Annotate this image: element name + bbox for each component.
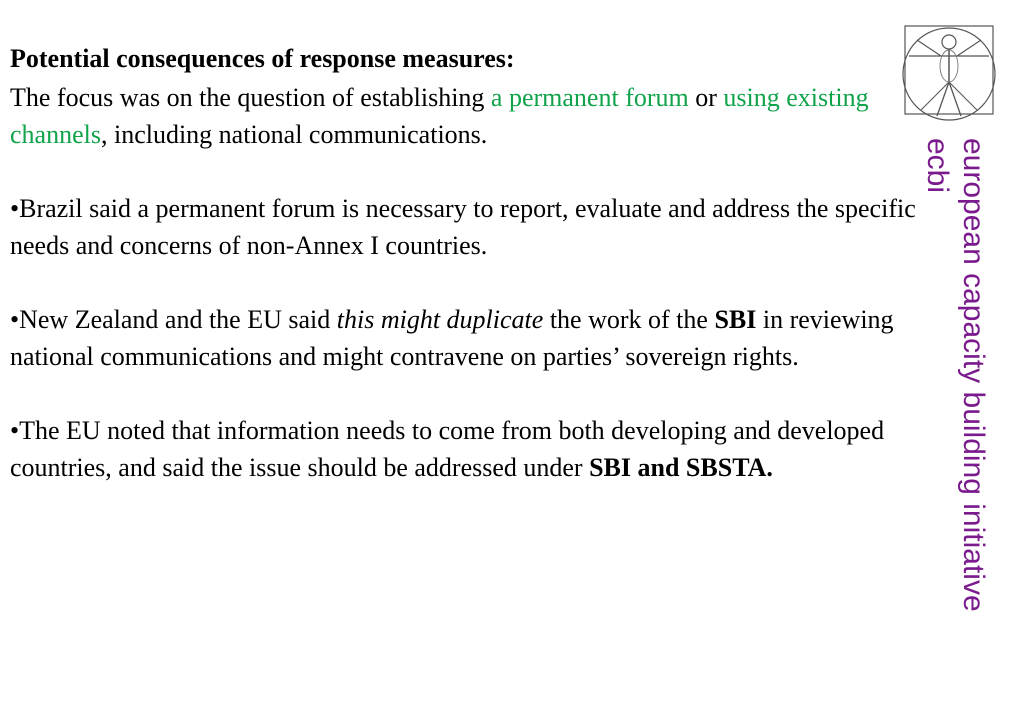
intro-text-1: The focus was on the question of establishing — [10, 83, 491, 112]
bullet2-bold-sbi: SBI — [714, 305, 757, 334]
bullet-eu-noted — [10, 412, 940, 486]
intro-text-3: , including national communications. — [100, 120, 488, 149]
slide-title: Potential consequences of response measures: — [10, 44, 515, 73]
spacer — [10, 375, 940, 412]
intro-highlight-existing-channels: using existing channels — [10, 83, 869, 149]
bullet-new-zealand-eu — [10, 301, 940, 375]
branding-line-2: ecbi — [921, 138, 954, 194]
intro-text-2: or — [688, 83, 724, 112]
bullet2-text-1: •New Zealand and the EU said — [10, 305, 337, 334]
bullet2-italic: this might duplicate — [336, 305, 544, 334]
bullet3-bold-sbi-sbsta: SBI and SBSTA. — [589, 453, 773, 482]
ecbi-branding — [916, 138, 991, 678]
vitruvian-man-icon — [897, 20, 1001, 124]
bullet3-text-1: •The EU noted that information needs to come from both developing and developed countries, and said the issue should be addressed under — [10, 416, 885, 482]
branding-line-1: european capacity building initiative — [957, 138, 990, 612]
slide-content — [10, 40, 940, 486]
bullet-brazil: •Brazil said a permanent forum is necessary to report, evaluate and address the specific needs and concerns of non-Annex I countries. — [10, 194, 916, 260]
spacer — [10, 264, 940, 301]
bullet2-text-2: the work of the — [543, 305, 715, 334]
bullet2-text-3: in reviewing national communications and might contravene on parties’ sovereign rights. — [10, 305, 894, 371]
intro-highlight-permanent-forum: a permanent forum — [490, 83, 689, 112]
intro-paragraph — [10, 79, 940, 153]
spacer — [10, 153, 940, 190]
